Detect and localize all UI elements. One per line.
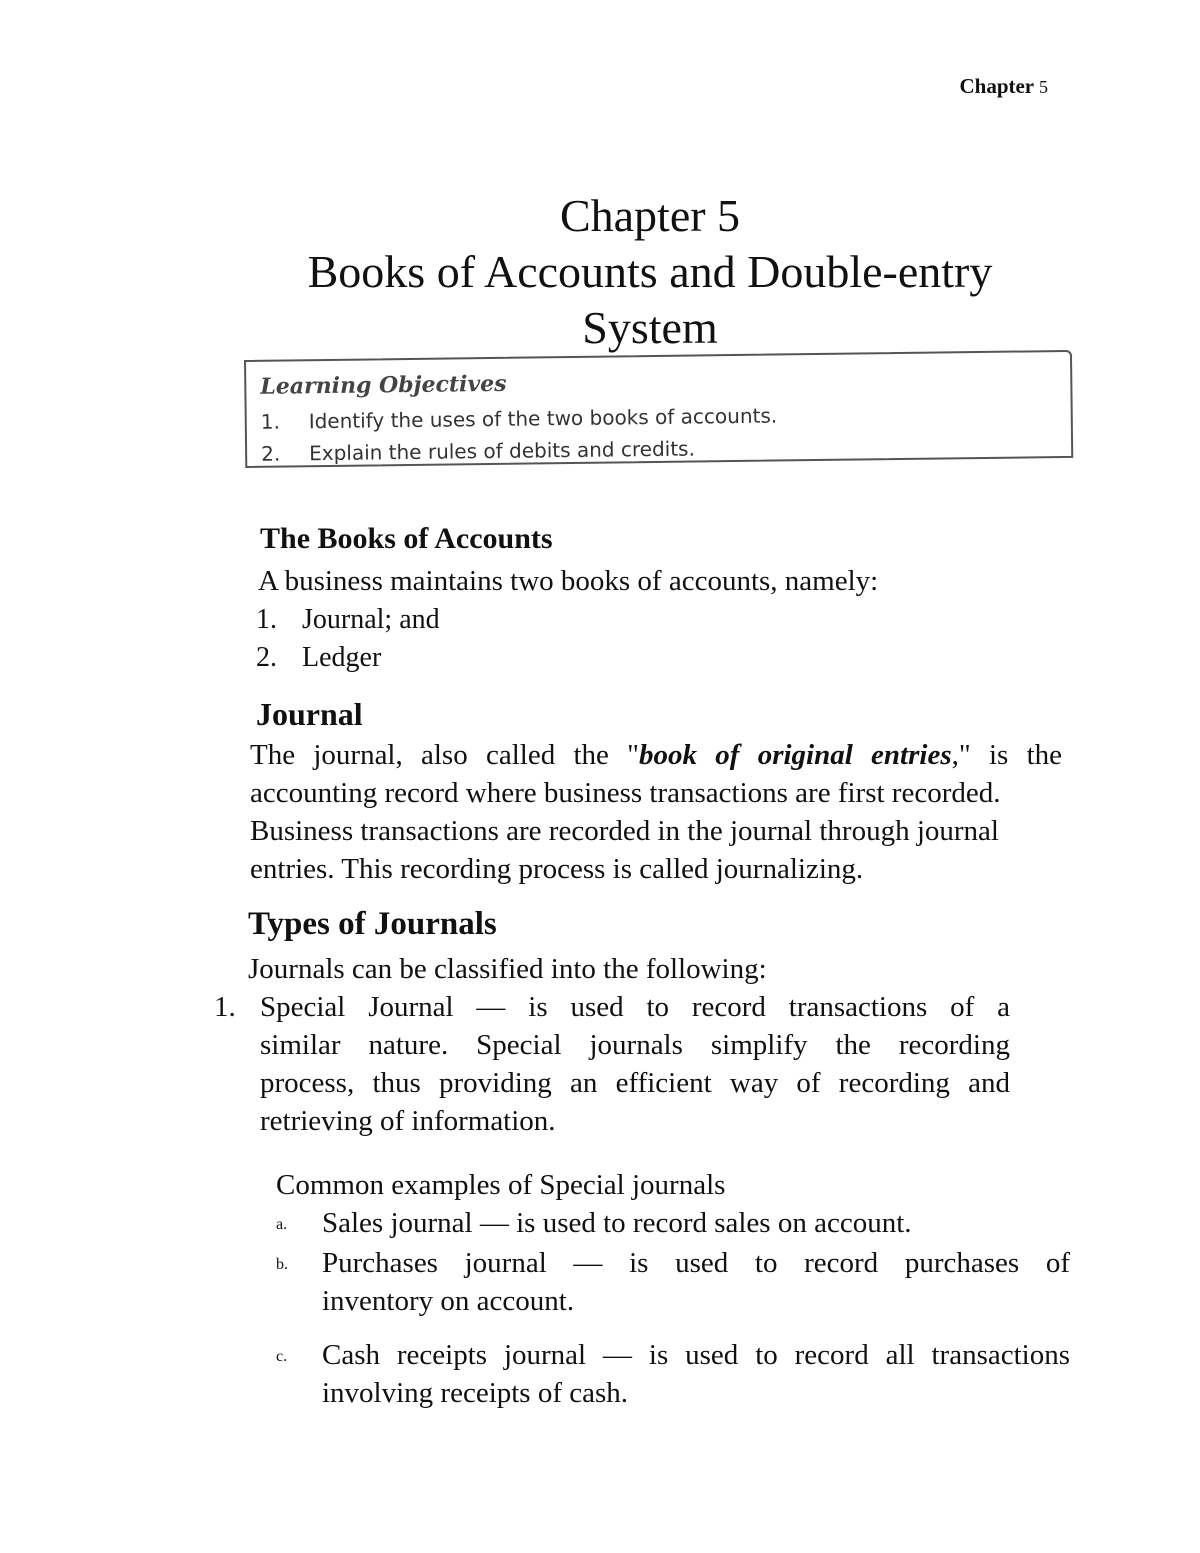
chapter-title-line-3: System (582, 302, 718, 353)
special-item-line: inventory on account. (322, 1285, 575, 1317)
special-item-a (322, 1204, 912, 1242)
journal-line-4: entries. This recording process is called journalizing. (250, 853, 864, 885)
journal-line-1-end: ," is the (951, 739, 1062, 771)
types-item-line: Special Journal — is used to record transactions of a (260, 991, 1010, 1023)
books-intro: A business maintains two books of accounts, namely: (258, 565, 879, 597)
objective-item (261, 436, 695, 465)
books-list-item (256, 642, 381, 674)
special-item-c (322, 1336, 1070, 1412)
objective-item (261, 403, 778, 433)
special-item-line: Cash receipts journal — is used to record all transactions (322, 1339, 1070, 1371)
journal-line-3: Business transactions are recorded in the journal through journal (250, 815, 999, 847)
types-item-1 (260, 988, 1010, 1140)
journal-emphasis: book of original entries (639, 739, 952, 771)
special-item-letter: c. (276, 1348, 288, 1365)
journal-heading: Journal (256, 696, 363, 732)
special-item-line: Sales journal — is used to record sales on account. (322, 1207, 912, 1239)
learning-objectives-heading: Learning Objectives (260, 370, 507, 400)
header-page-number: 5 (1039, 77, 1048, 97)
running-header (959, 74, 1048, 99)
special-item-letter: b. (276, 1256, 288, 1273)
chapter-title-line-1: Chapter 5 (559, 190, 741, 241)
journal-line-1 (250, 736, 1062, 774)
objective-text: Identify the uses of the two books of accounts. (308, 403, 778, 434)
objective-number: 2. (261, 441, 281, 466)
special-item-line: Purchases journal — is used to record purchases of (322, 1247, 1070, 1279)
chapter-title-line-2: Books of Accounts and Double-entry (307, 246, 993, 297)
chapter-title (0, 188, 1200, 356)
header-label: Chapter (959, 74, 1034, 98)
books-heading: The Books of Accounts (260, 522, 553, 555)
books-list-number: 2. (256, 642, 277, 673)
journal-line-2: accounting record where business transactions are first recorded. (250, 777, 1001, 809)
books-list-text: Journal; and (302, 604, 440, 635)
books-list-item (256, 604, 440, 636)
objective-text: Explain the rules of debits and credits. (308, 436, 695, 466)
special-intro: Common examples of Special journals (276, 1169, 726, 1201)
special-item-line: involving receipts of cash. (322, 1377, 629, 1409)
books-list-number: 1. (256, 604, 277, 635)
types-item-line: process, thus providing an efficient way of recording and (260, 1067, 1010, 1099)
special-item-letter: a. (276, 1216, 288, 1233)
books-list-text: Ledger (302, 642, 382, 673)
journal-line-1-start: The journal, also called the " (250, 739, 640, 771)
types-intro: Journals can be classified into the following: (248, 953, 767, 985)
types-heading: Types of Journals (248, 906, 497, 942)
types-item-line: similar nature. Special journals simplify the recording (260, 1029, 1010, 1061)
types-item-number: 1. (214, 991, 236, 1023)
objective-number: 1. (260, 409, 280, 434)
journal-paragraph (250, 736, 1062, 888)
types-item-line: retrieving of information. (260, 1105, 556, 1137)
learning-objectives-box (244, 350, 1073, 468)
special-item-b (322, 1244, 1070, 1320)
